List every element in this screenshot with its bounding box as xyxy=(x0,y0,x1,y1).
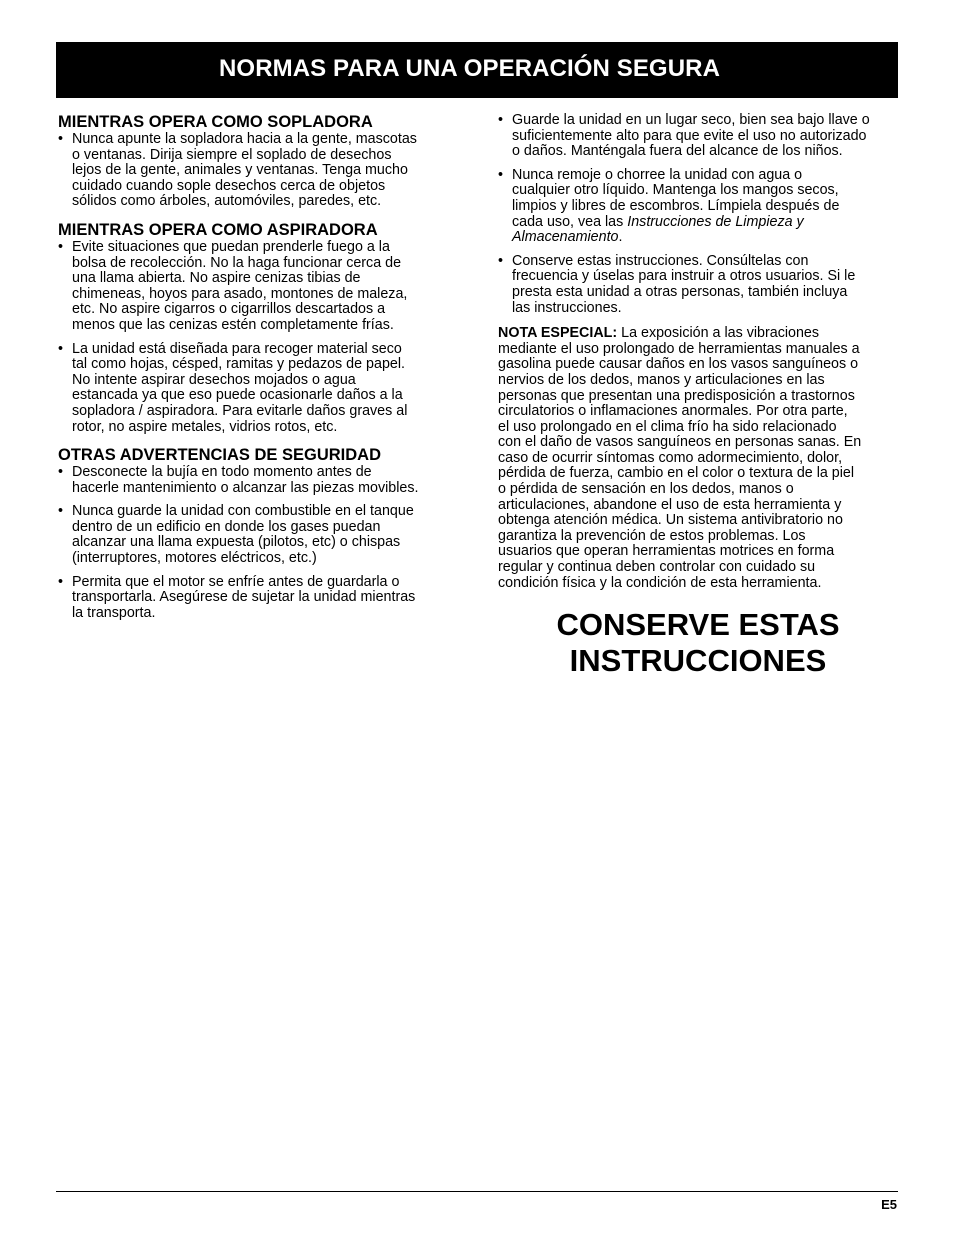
list-item-line: suficientemente alto para que evite el uso no autorizado xyxy=(512,127,867,144)
note-line: usuarios que operan herramientas motrices en forma xyxy=(498,543,835,560)
section-reference: Instrucciones de Limpieza y xyxy=(627,213,804,230)
list-item-line: cuidado cuando sople desechos cerca de objetos xyxy=(72,177,386,194)
note-line: o pérdida de sensación en los dedos, manos o xyxy=(498,481,794,498)
list-item-line: la transporta. xyxy=(72,604,156,621)
note-line: nervios de los dedos, manos y articulaciones en las xyxy=(498,371,825,388)
bullet-list xyxy=(58,132,458,210)
page-number: E5 xyxy=(881,1197,897,1212)
list-item-line: estancada ya que eso puede ocasionarle daños a la xyxy=(72,387,403,404)
list-item-line: presta esta unidad a otras personas, también incluya xyxy=(512,283,848,300)
bullet-list xyxy=(58,240,458,435)
list-item xyxy=(58,132,458,210)
list-item xyxy=(58,504,458,566)
bullet-icon: • xyxy=(58,573,64,590)
section-heading: OTRAS ADVERTENCIAS DE SEGURIDAD xyxy=(58,446,381,465)
closing-heading xyxy=(498,607,898,679)
list-item xyxy=(58,342,458,436)
bullet-icon: • xyxy=(498,166,504,183)
list-item xyxy=(58,240,458,334)
list-item-line: una llama abierta. No aspire cenizas tibias de xyxy=(72,270,361,287)
list-item xyxy=(498,113,898,160)
left-column xyxy=(58,108,458,621)
list-item-line: sopladora / aspiradora. Para evitarle daños graves al xyxy=(72,402,408,419)
list-item-line: o daños. Manténgala fuera del alcance de los niños. xyxy=(512,143,843,160)
bullet-icon: • xyxy=(498,252,504,269)
list-item-line: chimeneas, hoyos para asado, montones de maleza, xyxy=(72,285,408,302)
bullet-icon: • xyxy=(498,112,504,128)
page-title: NORMAS PARA UNA OPERACIÓN SEGURA xyxy=(219,55,721,82)
list-item xyxy=(498,168,898,246)
note-line: obtenga atención médica. Un sistema antivibratorio no xyxy=(498,512,843,529)
note-label: NOTA ESPECIAL: xyxy=(498,325,618,342)
bullet-icon: • xyxy=(58,340,64,357)
list-item-line: Evite situaciones que puedan prenderle fuego a la xyxy=(72,238,390,255)
section-banner xyxy=(56,42,898,98)
bullet-icon: • xyxy=(58,464,64,481)
note-line: pérdida de fuerza, cambio en el color o textura de la piel xyxy=(498,465,855,482)
storage-list xyxy=(498,113,898,316)
note-line: regular y continua deben controlar con cuidado su xyxy=(498,559,816,576)
section-heading: MIENTRAS OPERA COMO SOPLADORA xyxy=(58,113,373,131)
bullet-icon: • xyxy=(58,238,64,255)
list-item-line: cada uso, vea las xyxy=(512,213,628,230)
footer-divider xyxy=(56,1191,898,1192)
list-item-line: tal como hojas, césped, ramitas y pedazos de papel. xyxy=(72,356,405,373)
note-line: garantiza la prevención de estos problemas. Los xyxy=(498,527,806,544)
bullet-list xyxy=(58,465,458,621)
list-item-line: las instrucciones. xyxy=(512,299,622,316)
reference-period: . xyxy=(618,229,623,246)
closing-line-1: CONSERVE ESTAS xyxy=(556,607,840,642)
list-item-line: Conserve estas instrucciones. Consúltelas con xyxy=(512,252,809,269)
list-item-line: lejos de la gente, animales y ventanas. Tenga mucho xyxy=(72,162,408,179)
note-first-line xyxy=(498,326,898,342)
list-item-line: o ventanas. Dirija siempre el soplado de desechos xyxy=(72,146,392,163)
list-item-line: alcanzar una llama expuesta (pilotos, etc) o chispas xyxy=(72,534,401,551)
list-item-line: La unidad está diseñada para recoger material seco xyxy=(72,340,402,357)
note-line: el uso prolongado en el clima frío ha sido relacionado xyxy=(498,418,837,435)
section-reference: Almacenamiento xyxy=(512,229,619,246)
list-item-line: etc. No aspire cigarros o cigarrillos descartados a xyxy=(72,301,386,318)
note-line: con el daño de vasos sanguíneos en personas sanas. En xyxy=(498,434,862,451)
list-item-line: limpios y libres de escombros. Límpiela después de xyxy=(512,197,840,214)
list-item-line: cualquier otro líquido. Mantenga los mangos secos, xyxy=(512,182,839,199)
list-item xyxy=(58,575,458,622)
list-item-line: Guarde la unidad en un lugar seco, bien sea bajo llave o xyxy=(512,112,870,128)
note-line: circulatorios o inflamaciones anormales. Por otra parte, xyxy=(498,403,848,420)
list-item-line: menos que las cenizas estén completamente frías. xyxy=(72,316,394,333)
list-item-line: dentro de un edificio en donde los gases puedan xyxy=(72,518,381,535)
special-note xyxy=(498,326,898,591)
right-column xyxy=(498,108,898,591)
list-item-line: transportarla. Asegúrese de sujetar la unidad mientras xyxy=(72,589,416,606)
note-first-line-text: La exposición a las vibraciones xyxy=(617,325,820,342)
list-item-line: Nunca remoje o chorree la unidad con agua o xyxy=(512,166,803,183)
note-line: condición física y la condición de esta herramienta. xyxy=(498,574,822,591)
list-item-line: (interruptores, motores eléctricos, etc.) xyxy=(72,550,317,567)
list-item-line: rotor, no aspire metales, vidrios rotos, etc. xyxy=(72,418,338,435)
list-item xyxy=(58,465,458,496)
note-line: articulaciones, abandone el uso de esta herramienta y xyxy=(498,496,842,513)
list-item-line: Nunca apunte la sopladora hacia a la gente, mascotas xyxy=(72,131,417,147)
list-item-line: bolsa de recolección. No la haga funcionar cerca de xyxy=(72,254,402,271)
list-item-line xyxy=(512,215,898,231)
list-item-line: No intente aspirar desechos mojados o agua xyxy=(72,371,356,388)
bullet-icon: • xyxy=(58,503,64,520)
list-item-line: frecuencia y úselas para instruir a otros usuarios. Si le xyxy=(512,268,856,285)
note-line: mediante el uso prolongado de herramientas manuales a xyxy=(498,340,860,357)
note-line: gasolina puede causar daños en los vasos sanguíneos o xyxy=(498,356,859,373)
list-item xyxy=(498,254,898,316)
list-item-line: Permita que el motor se enfríe antes de guardarla o xyxy=(72,573,400,590)
list-item-line: sólidos como árboles, automóviles, paredes, etc. xyxy=(72,193,382,210)
list-item-line xyxy=(512,230,898,246)
list-item-line: hacerle mantenimiento o alcanzar las piezas movibles. xyxy=(72,479,419,496)
list-item-line: Nunca guarde la unidad con combustible en el tanque xyxy=(72,503,414,520)
section-heading: MIENTRAS OPERA COMO ASPIRADORA xyxy=(58,220,378,239)
closing-line-2: INSTRUCCIONES xyxy=(569,643,827,678)
list-item-line: Desconecte la bujía en todo momento antes de xyxy=(72,464,372,481)
note-line: caso de ocurrir síntomas como adormecimiento, dolor, xyxy=(498,449,843,466)
note-line: personas que presentan una predisposición a trastornos xyxy=(498,387,855,404)
bullet-icon: • xyxy=(58,131,64,147)
